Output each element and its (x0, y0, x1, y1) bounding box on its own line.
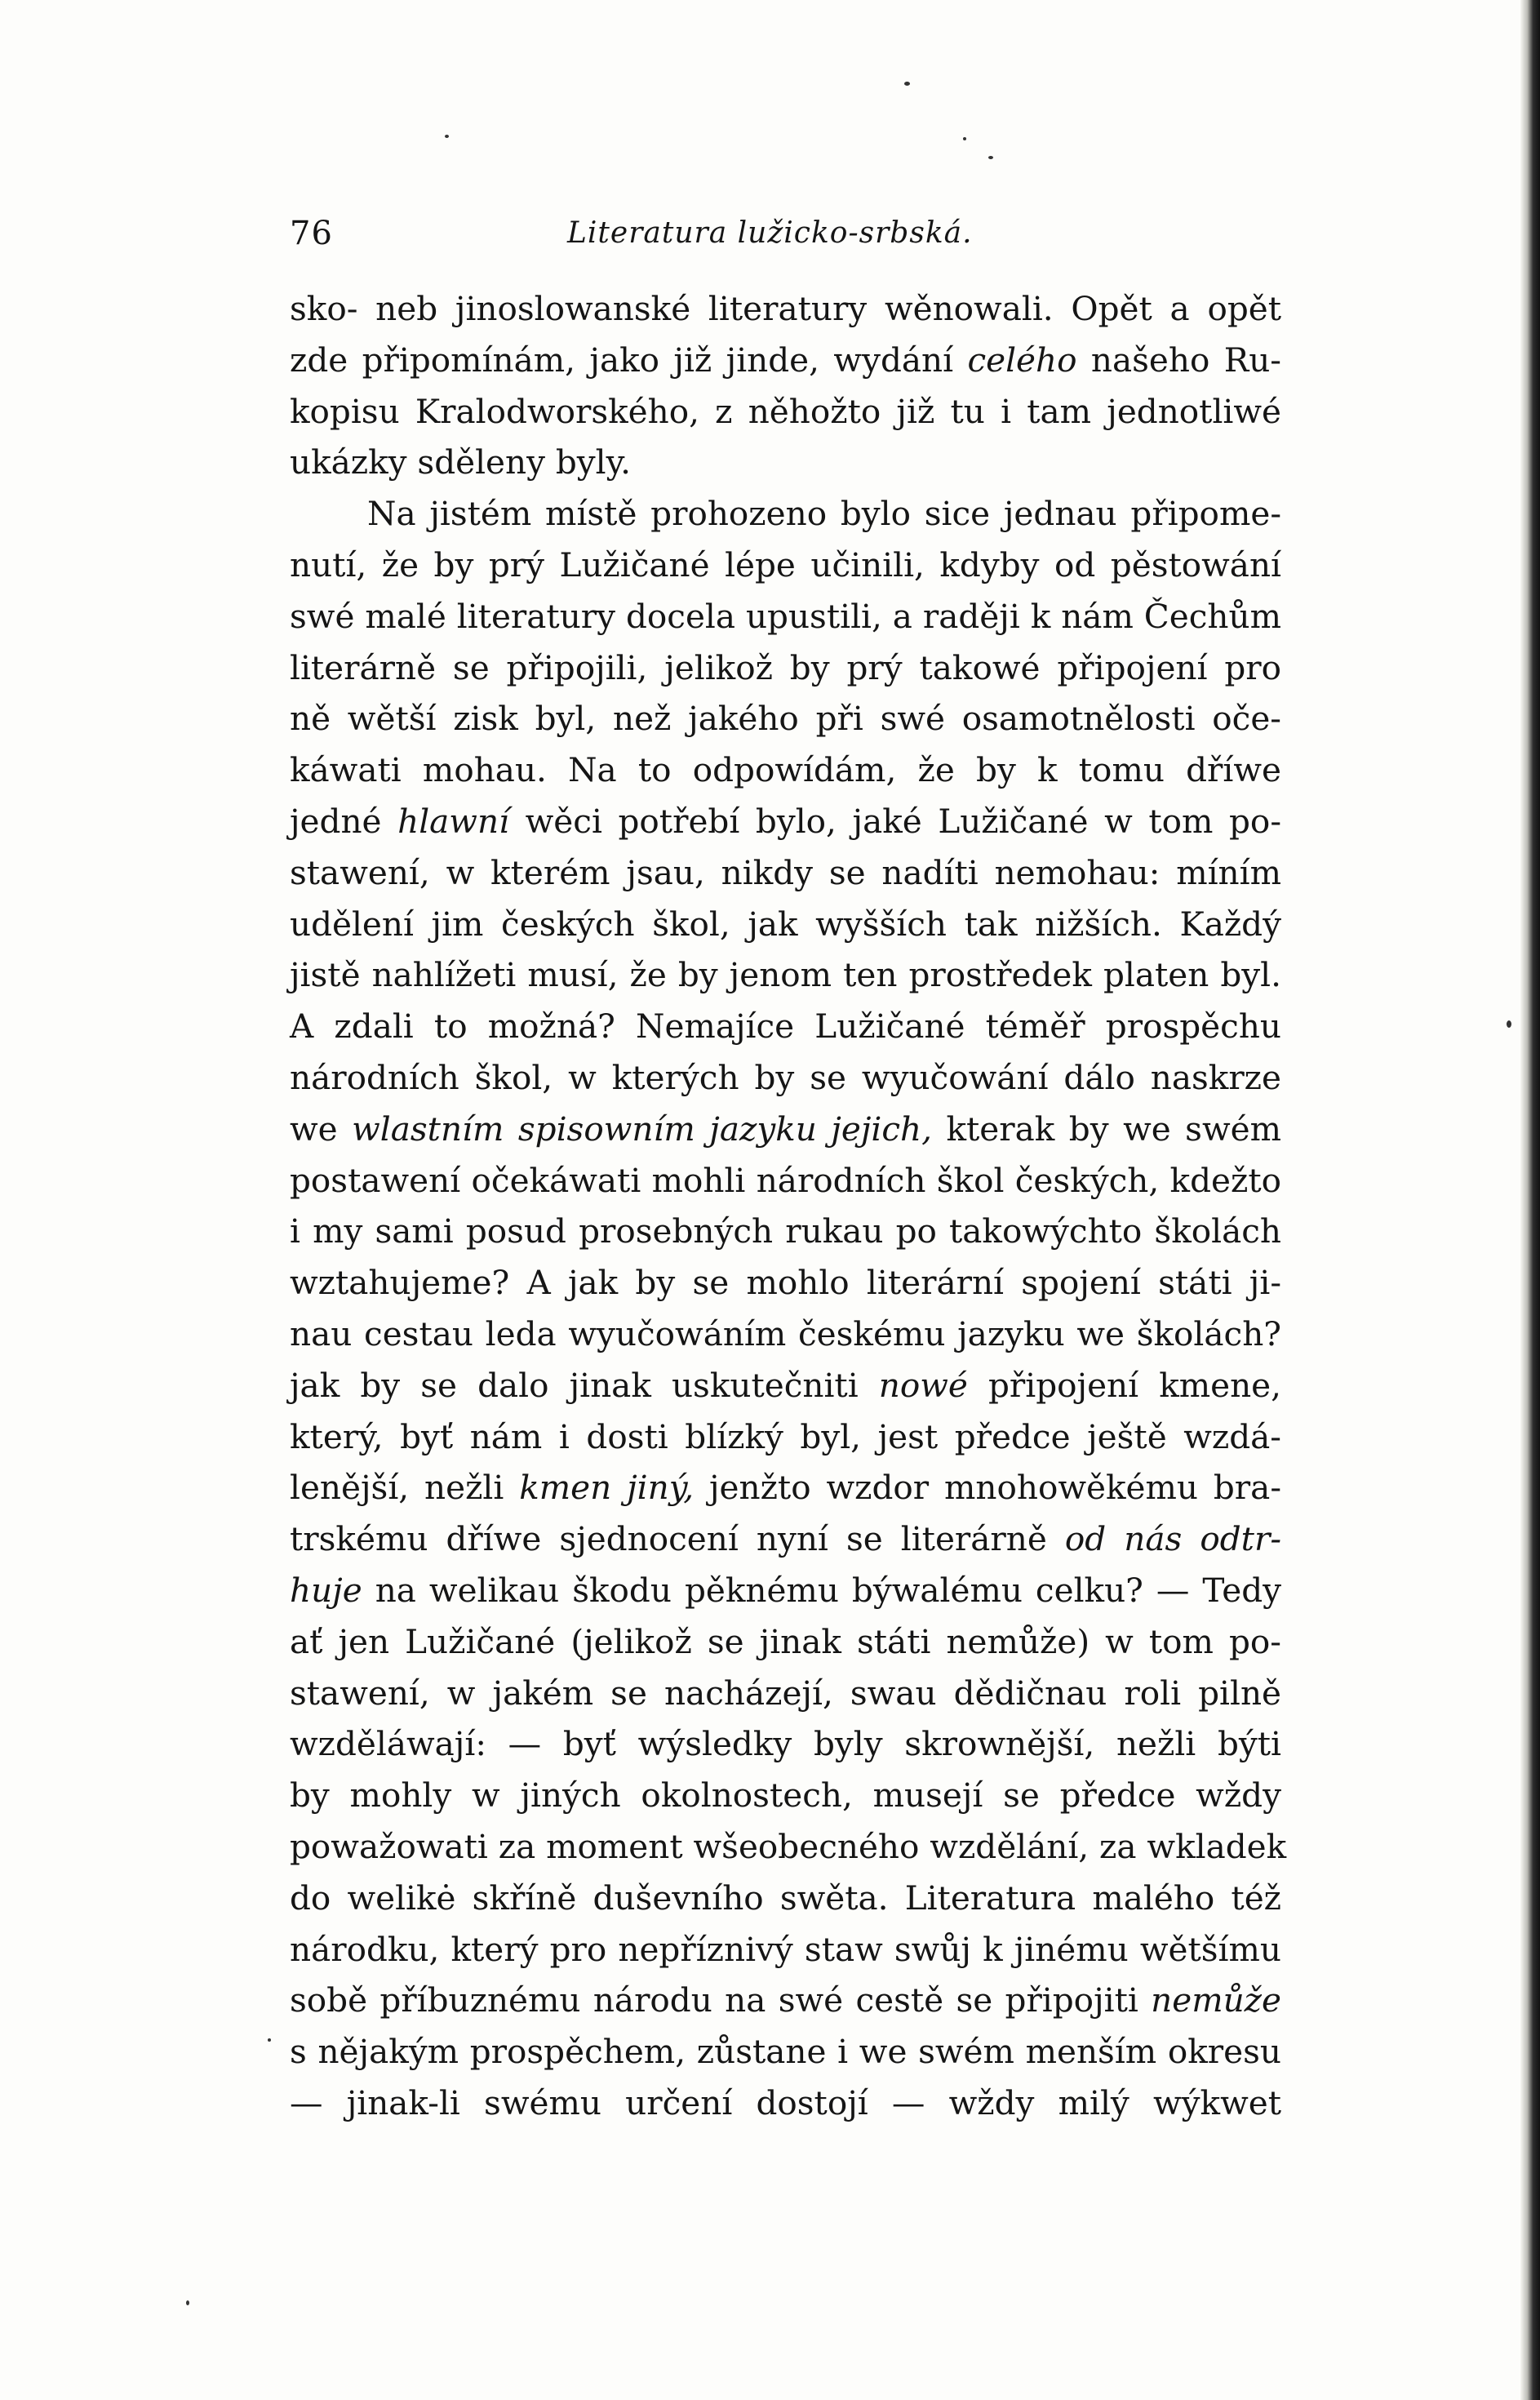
text-span: na welikau škodu pěknému býwalému celku? — Tedy (375, 1570, 1281, 1610)
paper-speck (445, 135, 449, 138)
text-line: stawení, w jakém se nacházejí, swau dědičnau roli pilně (290, 1673, 1281, 1713)
text-line: literárně se připojili, jelikož by prý takowé připojení pro (290, 647, 1281, 687)
paper-speck (904, 82, 910, 86)
text-line: ně wětší zisk byl, než jakého při swé osamotnělosti oče- (290, 699, 1281, 739)
text-line: národku, který pro nepříznivý staw swůj k jinému wětšímu (290, 1929, 1281, 1969)
text-line (290, 1104, 1281, 1155)
text-span: našeho Ru- (1090, 340, 1281, 380)
text-span: jak by se dalo jinak uskutečniti (290, 1365, 859, 1405)
text-line (290, 1975, 1281, 2026)
text-line (290, 796, 1281, 847)
text-line (290, 1462, 1281, 1513)
paper-speck (1507, 1020, 1511, 1028)
text-line: ať jen Lužičané (jelikož se jinak státi nemůže) w tom po- (290, 1621, 1281, 1661)
emphasis-text: celého (967, 340, 1077, 380)
text-line: — jinak-li swému určení dostojí — wždy milý wýkwet (290, 2082, 1281, 2122)
emphasis-text: od nás odtr- (1064, 1519, 1282, 1559)
page-binding-edge (1520, 0, 1540, 2400)
text-line: jistě nahlížeti musí, že by jenom ten prostředek platen byl. (290, 955, 1281, 995)
text-line: powažowati za moment wšeobecného wzdělání, za wkladek (290, 1826, 1287, 1866)
text-span: kterak by we swém (946, 1109, 1281, 1149)
text-line: udělení jim českých škol, jak wyšších tak nižších. Každý (290, 904, 1281, 944)
text-span: sobě příbuznému národu na swé cestě se připojiti (290, 1980, 1138, 2020)
text-span: trskému dříwe sjednocení nyní se literárně (290, 1519, 1047, 1559)
text-line (290, 1360, 1281, 1411)
text-line: nutí, že by prý Lužičané lépe učinili, kdyby od pěstowání (290, 544, 1281, 584)
text-line: by mohly w jiných okolnostech, musejí se předce wždy (290, 1776, 1281, 1816)
text-span: lenější, nežli (290, 1468, 504, 1508)
text-line: s nějakým prospěchem, zůstane i we swém menším okresu (290, 2032, 1281, 2072)
text-span: we (290, 1109, 338, 1149)
text-line (290, 335, 1281, 386)
text-line (290, 1513, 1281, 1565)
emphasis-text: huje (290, 1570, 362, 1610)
text-span: připojení kmene, (987, 1365, 1282, 1405)
emphasis-text: kmen jiný, (519, 1468, 695, 1508)
text-line: káwati mohau. Na to odpowídám, že by k tomu dříwe (290, 750, 1281, 790)
text-line: wztahujeme? A jak by se mohlo literární spojení státi ji- (290, 1263, 1281, 1303)
text-line: A zdali to možná? Nemajíce Lužičané téměř prospěchu (290, 1007, 1281, 1047)
paper-speck (963, 137, 966, 140)
body-text (290, 283, 1287, 2129)
paper-speck (186, 2300, 189, 2305)
text-line: swé malé literatury docela upustili, a raději k nám Čechům (290, 596, 1281, 636)
text-line: do welikė skříně duševního swěta. Literatura malého též (290, 1878, 1281, 1918)
text-span: wěci potřebí bylo, jaké Lužičané w tom po- (525, 801, 1282, 841)
emphasis-text: nowé (878, 1365, 968, 1405)
emphasis-text: nemůže (1151, 1980, 1281, 2020)
text-span: zde připomínám, jako již jinde, wydání (290, 340, 954, 380)
text-line: wzděláwají: — byť wýsledky byly skrownější, nežli býti (290, 1724, 1281, 1764)
text-line: který, byť nám i dosti blízký byl, jest předce ještě wzdá- (290, 1416, 1281, 1456)
text-line: stawení, w kterém jsau, nikdy se nadíti nemohau: míním (290, 852, 1281, 892)
page-header (290, 211, 1285, 260)
text-line: postawení očekáwati mohli národních škol českých, kdežto (290, 1160, 1281, 1200)
text-line: i my sami posud prosebných rukau po takowýchto školách (290, 1211, 1281, 1251)
text-span: jedné (290, 801, 382, 841)
running-title: Literatura lužicko-srbská. (567, 216, 973, 250)
text-line: národních škol, w kterých by se wyučowání dálo naskrze (290, 1057, 1281, 1097)
emphasis-text: wlastním spisowním jazyku jejich, (352, 1109, 932, 1149)
paper-speck (268, 2038, 271, 2042)
text-line (290, 1565, 1281, 1616)
emphasis-text: hlawní (397, 801, 510, 841)
text-line: nau cestau leda wyučowáním českému jazyku we školách? (290, 1313, 1281, 1353)
text-line: ukázky sděleny byly. (290, 442, 631, 482)
text-line: sko- neb jinoslowanské literatury wěnowali. Opět a opět (290, 289, 1281, 328)
text-line: kopisu Kralodworského, z něhožto již tu i tam jednotliwé (290, 391, 1281, 431)
text-line: Na jistém místě prohozeno bylo sice jednau připome- (367, 494, 1281, 534)
page-number: 76 (290, 215, 333, 252)
text-span: jenžto wzdor mnohowěkému bra- (708, 1468, 1281, 1508)
paper-speck (988, 156, 993, 159)
